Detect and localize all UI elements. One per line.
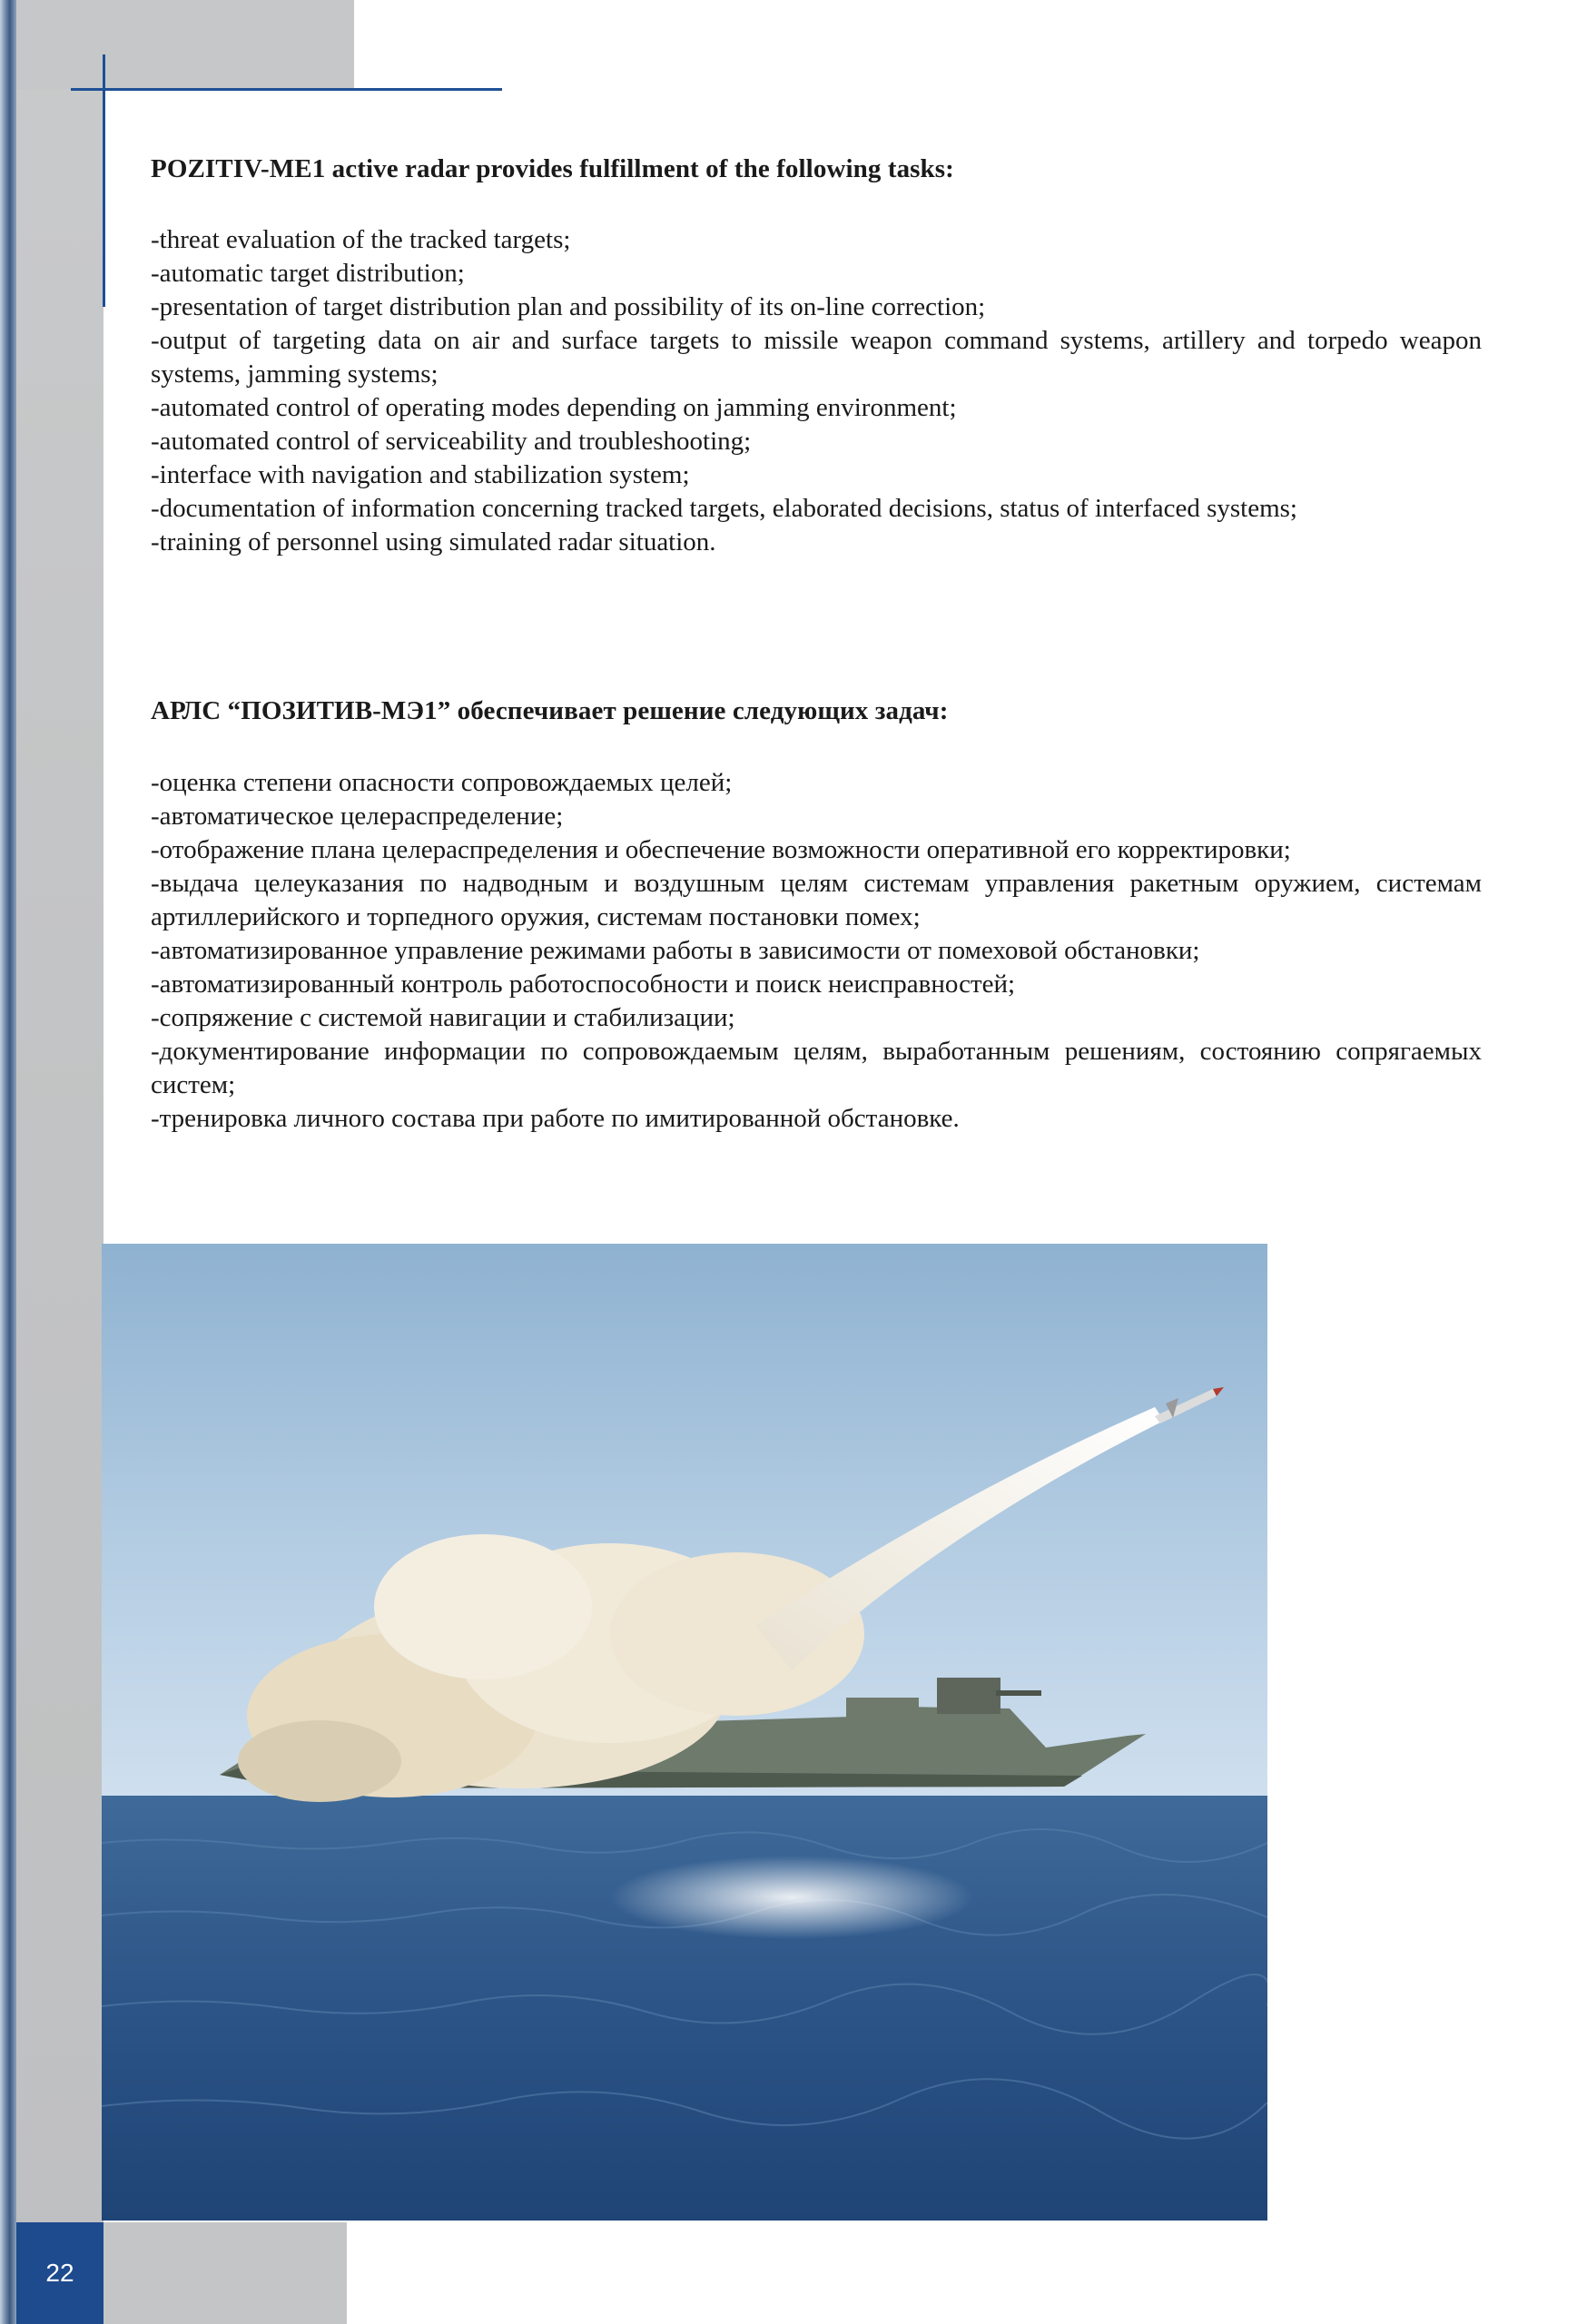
russian-task-list xyxy=(151,766,1482,1136)
list-item: -сопряжение с системой навигации и стабилизации; xyxy=(151,1003,735,1032)
bottom-grey-block xyxy=(103,2222,347,2324)
sun-glint xyxy=(610,1856,973,1939)
list-item: -automated control of operating modes depending on jamming environment; xyxy=(151,393,957,422)
list-item: -threat evaluation of the tracked targets; xyxy=(151,225,571,254)
list-item: -автоматическое целераспределение; xyxy=(151,802,564,831)
list-item: -оценка степени опасности сопровождаемых целей; xyxy=(151,768,733,797)
list-item: -presentation of target distribution plan and possibility of its on-line correction; xyxy=(151,292,986,321)
gun-barrel xyxy=(996,1690,1041,1696)
list-item: -тренировка личного состава при работе по имитированной обстановке. xyxy=(151,1104,960,1133)
page-number: 22 xyxy=(45,2259,74,2287)
russian-heading: АРЛС “ПОЗИТИВ-МЭ1” обеспечивает решение следующих задач: xyxy=(151,696,949,725)
list-item: -автоматизированное управление режимами работы в зависимости от помеховой обстановки; xyxy=(151,936,1200,965)
page-number-box xyxy=(16,2222,103,2324)
gun-turret xyxy=(937,1678,1000,1714)
list-item: -documentation of information concerning tracked targets, elaborated decisions, status of interfaced systems; xyxy=(151,494,1297,523)
list-item: -automated control of serviceability and troubleshooting; xyxy=(151,427,752,456)
list-item: -автоматизированный контроль работоспособности и поиск неисправностей; xyxy=(151,970,1016,999)
side-grey-band xyxy=(16,0,103,2324)
list-item: -automatic target distribution; xyxy=(151,259,465,288)
ship-superstructure xyxy=(846,1698,919,1720)
list-item: -training of personnel using simulated radar situation. xyxy=(151,527,716,556)
list-item: -документирование информации по сопровождаемым целям, выработанным решениям, состоянию сопрягаемых систем; xyxy=(151,1037,1482,1099)
page-spine xyxy=(0,0,16,2324)
english-heading: POZITIV-ME1 active radar provides fulfillment of the following tasks: xyxy=(151,154,954,183)
top-grey-block xyxy=(16,0,354,89)
ship-missile-launch-photo xyxy=(102,1244,1267,2221)
accent-line-vertical xyxy=(103,54,105,307)
list-item: -выдача целеуказания по надводным и воздушным целям системам управления ракетным оружием, системам артиллерийского и торпедного оружия, системам постановки помех; xyxy=(151,869,1482,931)
list-item: -interface with navigation and stabilization system; xyxy=(151,460,690,489)
list-item: -output of targeting data on air and surface targets to missile weapon command systems, artillery and torpedo weapon systems, jamming systems; xyxy=(151,326,1482,389)
english-task-list xyxy=(151,223,1482,559)
accent-line-horizontal xyxy=(71,88,502,91)
list-item: -отображение плана целераспределения и обеспечение возможности оперативной его корректировки; xyxy=(151,835,1291,864)
